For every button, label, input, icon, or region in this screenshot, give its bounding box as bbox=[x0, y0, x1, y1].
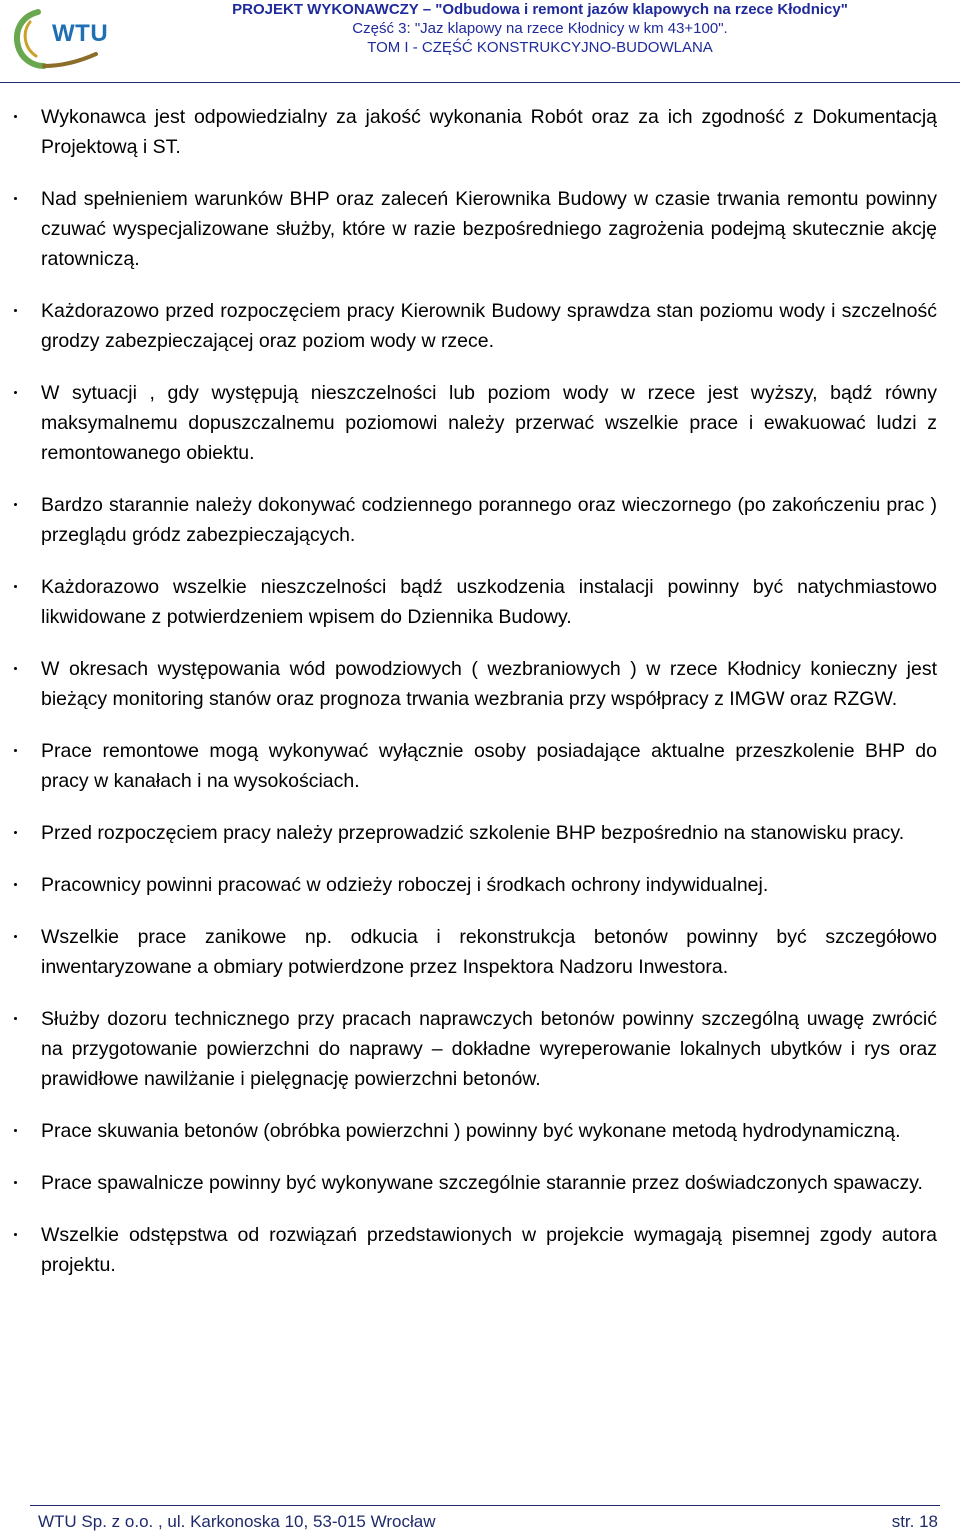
list-item bbox=[41, 818, 937, 848]
list-item bbox=[41, 572, 937, 632]
bullet-icon bbox=[14, 1017, 17, 1020]
page-footer bbox=[30, 1505, 940, 1534]
bullet-icon bbox=[14, 883, 17, 886]
list-item bbox=[41, 378, 937, 468]
bullet-icon bbox=[14, 1233, 17, 1236]
list-item bbox=[41, 870, 937, 900]
bullet-list bbox=[0, 102, 960, 1302]
list-item-text: Wszelkie odstępstwa od rozwiązań przedstawionych w projekcie wymagają pisemnej zgody autora projektu. bbox=[41, 1224, 937, 1276]
page-header bbox=[0, 0, 960, 83]
bullet-icon bbox=[14, 309, 17, 312]
list-item-text: Każdorazowo przed rozpoczęciem pracy Kierownik Budowy sprawdza stan poziomu wody i szczelność grodzy zabezpieczającej oraz poziom wody w rzece. bbox=[41, 300, 937, 352]
bullet-icon bbox=[14, 831, 17, 834]
list-item bbox=[41, 654, 937, 714]
project-title: PROJEKT WYKONAWCZY – "Odbudowa i remont jazów klapowych na rzece Kłodnicy" bbox=[232, 1, 848, 18]
company-address: WTU Sp. z o.o. , ul. Karkonoska 10, 53-015 Wrocław bbox=[38, 1512, 436, 1531]
bullet-icon bbox=[14, 585, 17, 588]
bullet-icon bbox=[14, 1129, 17, 1132]
document-title-block bbox=[120, 0, 960, 57]
list-item-text: Prace skuwania betonów (obróbka powierzchni ) powinny być wykonane metodą hydrodynamiczną. bbox=[41, 1120, 901, 1142]
list-item bbox=[41, 736, 937, 796]
bullet-icon bbox=[14, 667, 17, 670]
list-item-text: W okresach występowania wód powodziowych ( wezbraniowych ) w rzece Kłodnicy konieczny jest bieżący monitoring stanów oraz prognoza trwania wezbrania przy współpracy z IMGW oraz RZGW. bbox=[41, 658, 937, 710]
list-item-text: Prace spawalnicze powinny być wykonywane szczególnie starannie przez doświadczonych spawaczy. bbox=[41, 1172, 923, 1194]
list-item-text: Wykonawca jest odpowiedzialny za jakość wykonania Robót oraz za ich zgodność z Dokumentacją Projektową i ST. bbox=[41, 106, 937, 158]
list-item-text: Służby dozoru technicznego przy pracach naprawczych betonów powinny szczególną uwagę zwrócić na przygotowanie powierzchni do naprawy – dokładne wyreperowanie lokalnych ubytków i rys oraz prawidłowe nawilżanie i pielęgnację powierzchni betonów. bbox=[41, 1008, 937, 1090]
bullet-icon bbox=[14, 749, 17, 752]
list-item-text: Przed rozpoczęciem pracy należy przeprowadzić szkolenie BHP bezpośrednio na stanowisku pracy. bbox=[41, 822, 905, 844]
list-item bbox=[41, 490, 937, 550]
list-item bbox=[41, 1116, 937, 1146]
bullet-icon bbox=[14, 115, 17, 118]
list-item bbox=[41, 296, 937, 356]
bullet-icon bbox=[14, 1181, 17, 1184]
list-item bbox=[41, 922, 937, 982]
bullet-icon bbox=[14, 391, 17, 394]
list-item bbox=[41, 1004, 937, 1094]
list-item bbox=[41, 1168, 937, 1198]
list-item-text: Wszelkie prace zanikowe np. odkucia i rekonstrukcja betonów powinny być szczegółowo inwentaryzowane a obmiary potwierdzone przez Inspektora Nadzoru Inwestora. bbox=[41, 926, 937, 978]
project-part: Część 3: "Jaz klapowy na rzece Kłodnicy w km 43+100". bbox=[352, 20, 728, 37]
list-item bbox=[41, 184, 937, 274]
bullet-icon bbox=[14, 935, 17, 938]
bullet-icon bbox=[14, 197, 17, 200]
logo-text: WTU bbox=[52, 20, 109, 47]
list-item-text: W sytuacji , gdy występują nieszczelności lub poziom wody w rzece jest wyższy, bądź równy maksymalnemu dopuszczalnemu poziomowi należy przerwać wszelkie prace i ewakuować ludzi z remontowanego obiektu. bbox=[41, 382, 937, 464]
bullet-icon bbox=[14, 503, 17, 506]
list-item-text: Każdorazowo wszelkie nieszczelności bądź uszkodzenia instalacji powinny być natychmiastowo likwidowane z potwierdzeniem wpisem do Dziennika Budowy. bbox=[41, 576, 937, 628]
list-item-text: Bardzo starannie należy dokonywać codziennego porannego oraz wieczornego (po zakończeniu prac ) przeglądu gródz zabezpieczających. bbox=[41, 494, 937, 546]
list-item bbox=[41, 1220, 937, 1280]
list-item-text: Nad spełnieniem warunków BHP oraz zaleceń Kierownika Budowy w czasie trwania remontu powinny czuwać wyspecjalizowane służby, które w razie bezpośredniego zagrożenia podejmą skutecznie akcję ratowniczą. bbox=[41, 188, 937, 270]
page-number: str. 18 bbox=[891, 1512, 938, 1531]
list-item-text: Prace remontowe mogą wykonywać wyłącznie osoby posiadające aktualne przeszkolenie BHP do pracy w kanałach i na wysokościach. bbox=[41, 740, 937, 792]
list-item bbox=[41, 102, 937, 162]
project-volume: TOM I - CZĘŚĆ KONSTRUKCYJNO-BUDOWLANA bbox=[367, 39, 713, 56]
company-logo bbox=[8, 4, 109, 70]
list-item-text: Pracownicy powinni pracować w odzieży roboczej i środkach ochrony indywidualnej. bbox=[41, 874, 769, 896]
